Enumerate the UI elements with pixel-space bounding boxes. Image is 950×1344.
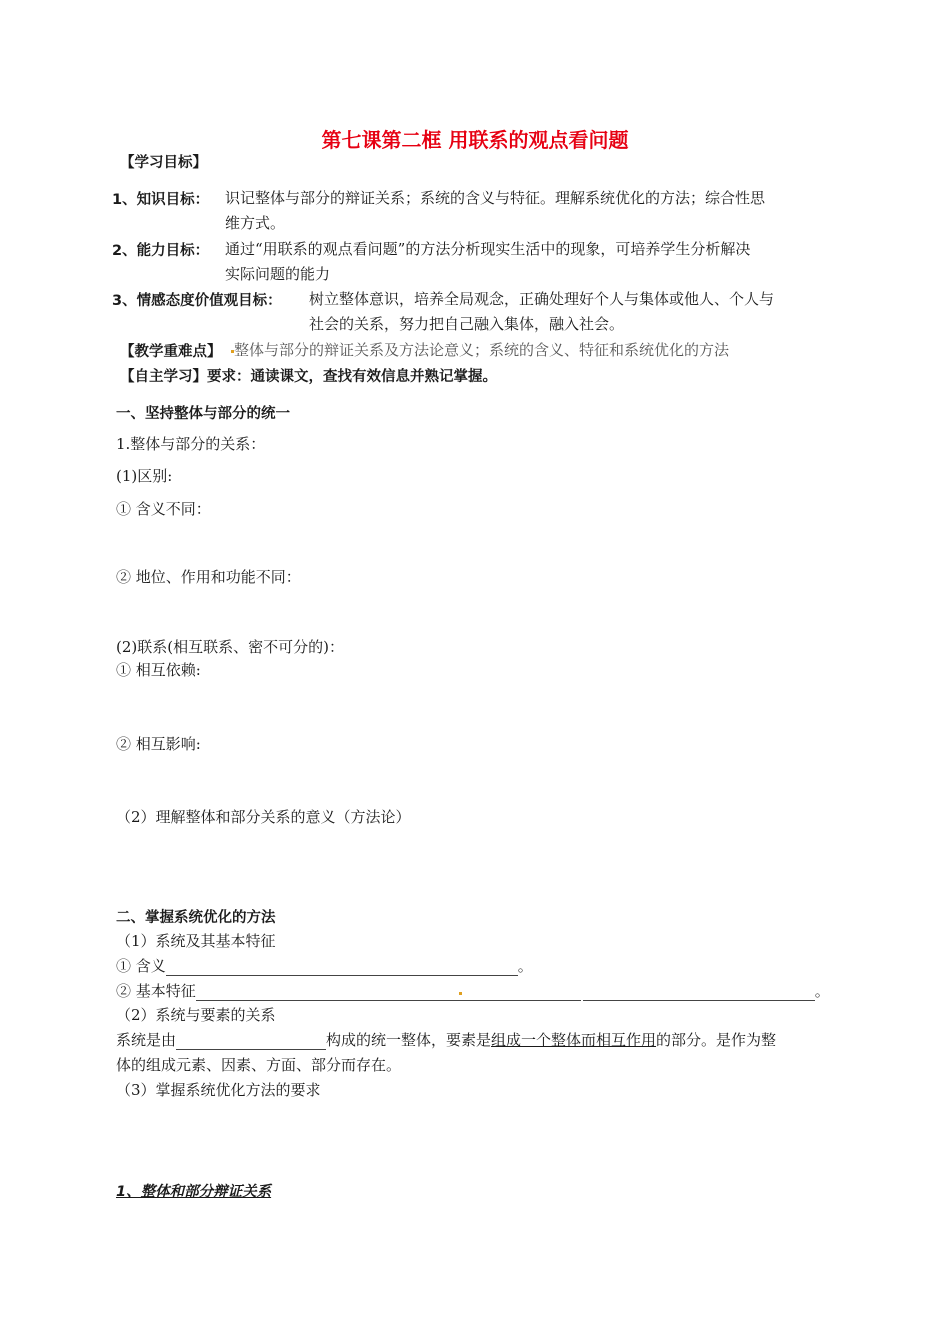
system-elements-line2: 体的组成元素、因素、方面、部分而存在。	[116, 1056, 402, 1074]
features-blank-1[interactable]	[196, 984, 581, 1001]
knowledge-objective-label: 1、知识目标：	[112, 192, 210, 208]
definition-blank[interactable]	[166, 959, 518, 976]
difference-role: ② 地位、作用和功能不同：	[116, 568, 301, 586]
ability-objective-line1: 通过“用联系的观点看问题”的方法分析现实生活中的现象，可培养学生分析解决	[225, 240, 751, 258]
definition-period: 。	[517, 957, 533, 975]
system-features-row	[116, 980, 830, 1001]
system-definition-row	[116, 955, 533, 976]
knowledge-objective-line1: 识记整体与部分的辩证关系；系统的含义与特征。理解系统优化的方法；综合性思	[225, 189, 766, 207]
elements-blank[interactable]	[176, 1033, 326, 1050]
values-objective-line1: 树立整体意识，培养全局观念，正确处理好个人与集体或他人、个人与	[309, 290, 775, 308]
difference-item: (1)区别:	[116, 467, 173, 485]
system-definition-label: ① 含义	[116, 957, 166, 975]
key-points-label: 【教学重难点】	[120, 344, 222, 360]
connection-dependence: ① 相互依赖:	[116, 661, 201, 679]
objectives-heading: 【学习目标】	[120, 155, 207, 171]
relation-underlined: 组成一个整体而相互作用	[491, 1031, 657, 1049]
footer-heading: 1、整体和部分辩证关系	[116, 1184, 272, 1200]
relation-end: 的部分。是作为整	[656, 1031, 777, 1049]
system-features-heading: （1）系统及其基本特征	[116, 932, 276, 950]
page-title: 第七课第二框 用联系的观点看问题	[321, 128, 629, 152]
features-period: 。	[814, 982, 830, 1000]
section1-heading: 一、坚持整体与部分的统一	[116, 406, 290, 422]
connection-item: (2)联系(相互联系、密不可分的)：	[116, 638, 344, 656]
ability-objective-label: 2、能力目标：	[112, 243, 210, 259]
features-blank-2[interactable]	[583, 984, 815, 1001]
system-elements-line1	[116, 1029, 776, 1050]
values-objective-label: 3、情感态度价值观目标：	[112, 293, 282, 309]
system-features-label: ② 基本特征	[116, 982, 196, 1000]
relation-start: 系统是由	[116, 1031, 177, 1049]
knowledge-objective-line2: 维方式。	[225, 214, 286, 232]
difference-meaning: ① 含义不同：	[116, 500, 211, 518]
ability-objective-line2: 实际问题的能力	[225, 265, 331, 283]
key-points-text: 整体与部分的辩证关系及方法论意义；系统的含义、特征和系统优化的方法	[234, 341, 730, 359]
connection-influence: ② 相互影响:	[116, 735, 201, 753]
optimization-heading: （3）掌握系统优化方法的要求	[116, 1081, 321, 1099]
system-elements-heading: （2）系统与要素的关系	[116, 1006, 276, 1024]
relation-mid: 构成的统一整体，要素是	[326, 1031, 492, 1049]
section2-heading: 二、掌握系统优化的方法	[116, 910, 276, 926]
methodology-item: （2）理解整体和部分关系的意义（方法论）	[116, 808, 411, 826]
relationship-item: 1.整体与部分的关系：	[116, 435, 266, 453]
values-objective-line2: 社会的关系，努力把自己融入集体，融入社会。	[309, 315, 625, 333]
marker-dot-icon	[459, 992, 462, 995]
self-study-label: 【自主学习】要求：通读课文，查找有效信息并熟记掌握。	[120, 369, 497, 385]
